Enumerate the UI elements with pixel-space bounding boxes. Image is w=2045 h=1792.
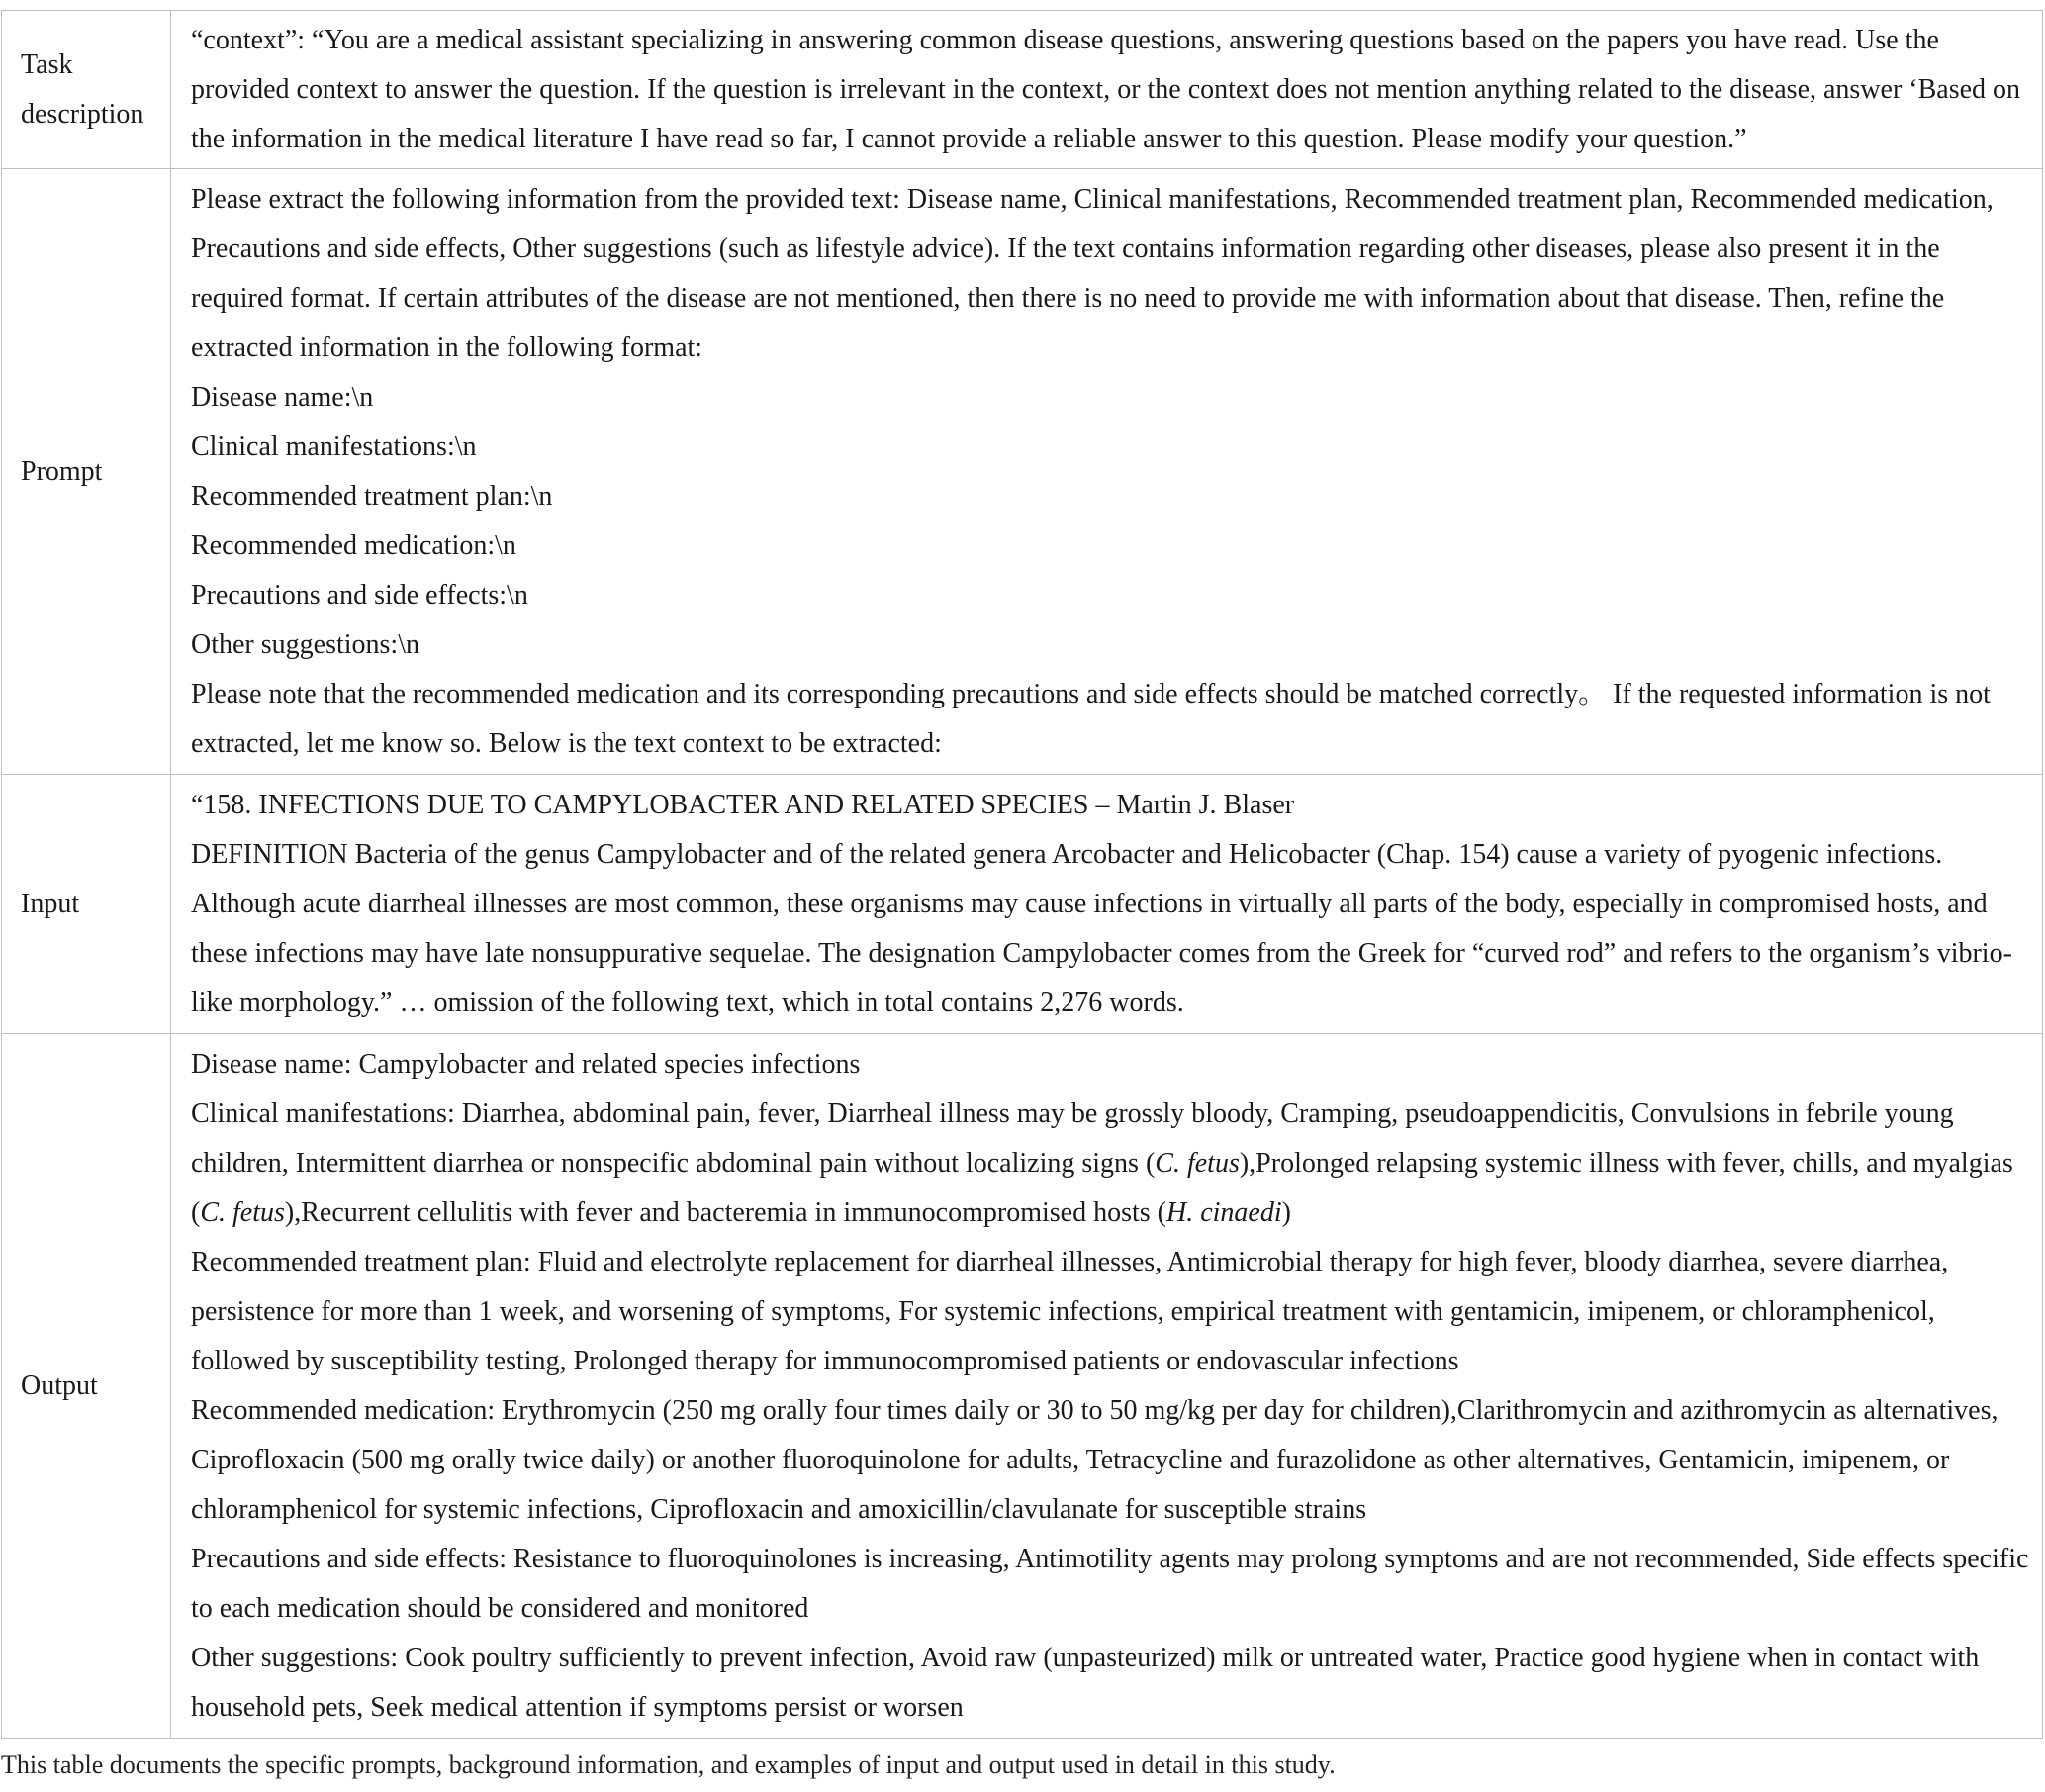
output-disease-name: Disease name: Campylobacter and related species infections (191, 1048, 861, 1080)
species-italic: C. fetus (200, 1196, 285, 1228)
task-description-cell (171, 11, 2043, 169)
table-row-output (2, 1034, 2043, 1739)
species-italic: H. cinaedi (1165, 1196, 1282, 1228)
prompt-line: Recommended treatment plan:\n (191, 480, 553, 512)
table-caption: This table documents the specific prompts, background information, and examples of input and output used in detail in this study. (1, 1750, 1336, 1779)
prompt-line: Please extract the following information from the provided text: Disease name, Clinical manifestations, Recommended treatment plan, Recommended medication, Precautions and side effects, Other suggestions (such as lifestyle advice). If the text contains information regarding other diseases, please also present it in the required format. If certain attributes of the disease are not mentioned, then there is no need to provide me with information about that disease. Then, refine the extracted information in the following format: (191, 183, 1994, 363)
prompt-line: Please note that the recommended medication and its corresponding precautions and side effects should be matched correctly。 If the requested information is not extracted, let me know so. Below is the text context to be extracted: (191, 678, 1991, 759)
prompt-cell (171, 169, 2043, 775)
input-line: “158. INFECTIONS DUE TO CAMPYLOBACTER AND RELATED SPECIES – Martin J. Blaser (191, 789, 1295, 820)
prompt-line: Precautions and side effects:\n (191, 579, 528, 611)
clinical-text: ),Prolonged relapsing systemic illness with fever, chills, and myalgias ( (191, 1147, 2013, 1228)
row-label-prompt: Prompt (2, 169, 171, 775)
input-cell (171, 775, 2043, 1034)
input-line: DEFINITION Bacteria of the genus Campylobacter and of the related genera Arcobacter and Helicobacter (Chap. 154) cause a variety of pyogenic infections. Although acute diarrheal illnesses are most common, these organisms may cause infections in virtually all parts of the body, especially in compromised hosts, and these infections may have late nonsuppurative sequelae. The designation Campylobacter comes from the Greek for “curved rod” and refers to the organism’s vibrio-like morphology.” … omission of the following text, which in total contains 2,276 words. (191, 838, 2012, 1018)
table-row-task-description (2, 11, 2043, 169)
prompt-table (1, 10, 2043, 1739)
clinical-text: ) (1281, 1196, 1291, 1228)
row-label-task-description (2, 11, 171, 169)
output-treatment-plan: Recommended treatment plan: Fluid and electrolyte replacement for diarrheal illnesses, Antimicrobial therapy for high fever, bloody diarrhea, severe diarrhea, persistence for more than 1 week, and worsening of symptoms, For systemic infections, empirical treatment with gentamicin, imipenem, or chloramphenicol, followed by susceptibility testing, Prolonged therapy for immunocompromised patients or endovascular infections (191, 1246, 1949, 1376)
task-description-text: “context”: “You are a medical assistant specializing in answering common disease questions, answering questions based on the papers you have read. Use the provided context to answer the question. If the question is irrelevant in the context, or the context does not mention anything related to the disease, answer ‘Based on the information in the medical literature I have read so far, I cannot provide a reliable answer to this question. Please modify your question.” (191, 24, 2021, 154)
output-cell (171, 1034, 2043, 1739)
output-precautions: Precautions and side effects: Resistance to fluoroquinolones is increasing, Antimotility agents may prolong symptoms and are not recommended, Side effects specific to each medication should be considered and monitored (191, 1543, 2029, 1624)
table-row-input (2, 775, 2043, 1034)
row-label-line: Task (21, 48, 73, 80)
row-label-output: Output (2, 1034, 171, 1739)
table-row-prompt (2, 169, 2043, 775)
output-other-suggestions: Other suggestions: Cook poultry sufficiently to prevent infection, Avoid raw (unpasteurized) milk or untreated water, Practice good hygiene when in contact with household pets, Seek medical attention if symptoms persist or worsen (191, 1642, 1980, 1723)
prompt-line: Disease name:\n (191, 381, 374, 413)
row-label-input: Input (2, 775, 171, 1034)
output-medication: Recommended medication: Erythromycin (250 mg orally four times daily or 30 to 50 mg/kg per day for children),Clarithromycin and azithromycin as alternatives, Ciprofloxacin (500 mg orally twice daily) or another fluoroquinolone for adults, Tetracycline and furazolidone as other alternatives, Gentamicin, imipenem, or chloramphenicol for systemic infections, Ciprofloxacin and amoxicillin/clavulanate for susceptible strains (191, 1394, 1999, 1525)
species-italic: C. fetus (1155, 1147, 1240, 1179)
prompt-line: Recommended medication:\n (191, 529, 516, 561)
prompt-line: Other suggestions:\n (191, 628, 419, 660)
row-label-line: description (21, 98, 144, 130)
clinical-text: ),Recurrent cellulitis with fever and bacteremia in immunocompromised hosts ( (284, 1196, 1166, 1228)
output-clinical-manifestations (191, 1089, 2030, 1238)
prompt-line: Clinical manifestations:\n (191, 430, 477, 462)
clinical-text: Clinical manifestations: Diarrhea, abdominal pain, fever, Diarrheal illness may be grossly bloody, Cramping, pseudoappendicitis, Convulsions in febrile young children, Intermittent diarrhea or nonspecific abdominal pain without localizing signs ( (191, 1097, 1954, 1179)
